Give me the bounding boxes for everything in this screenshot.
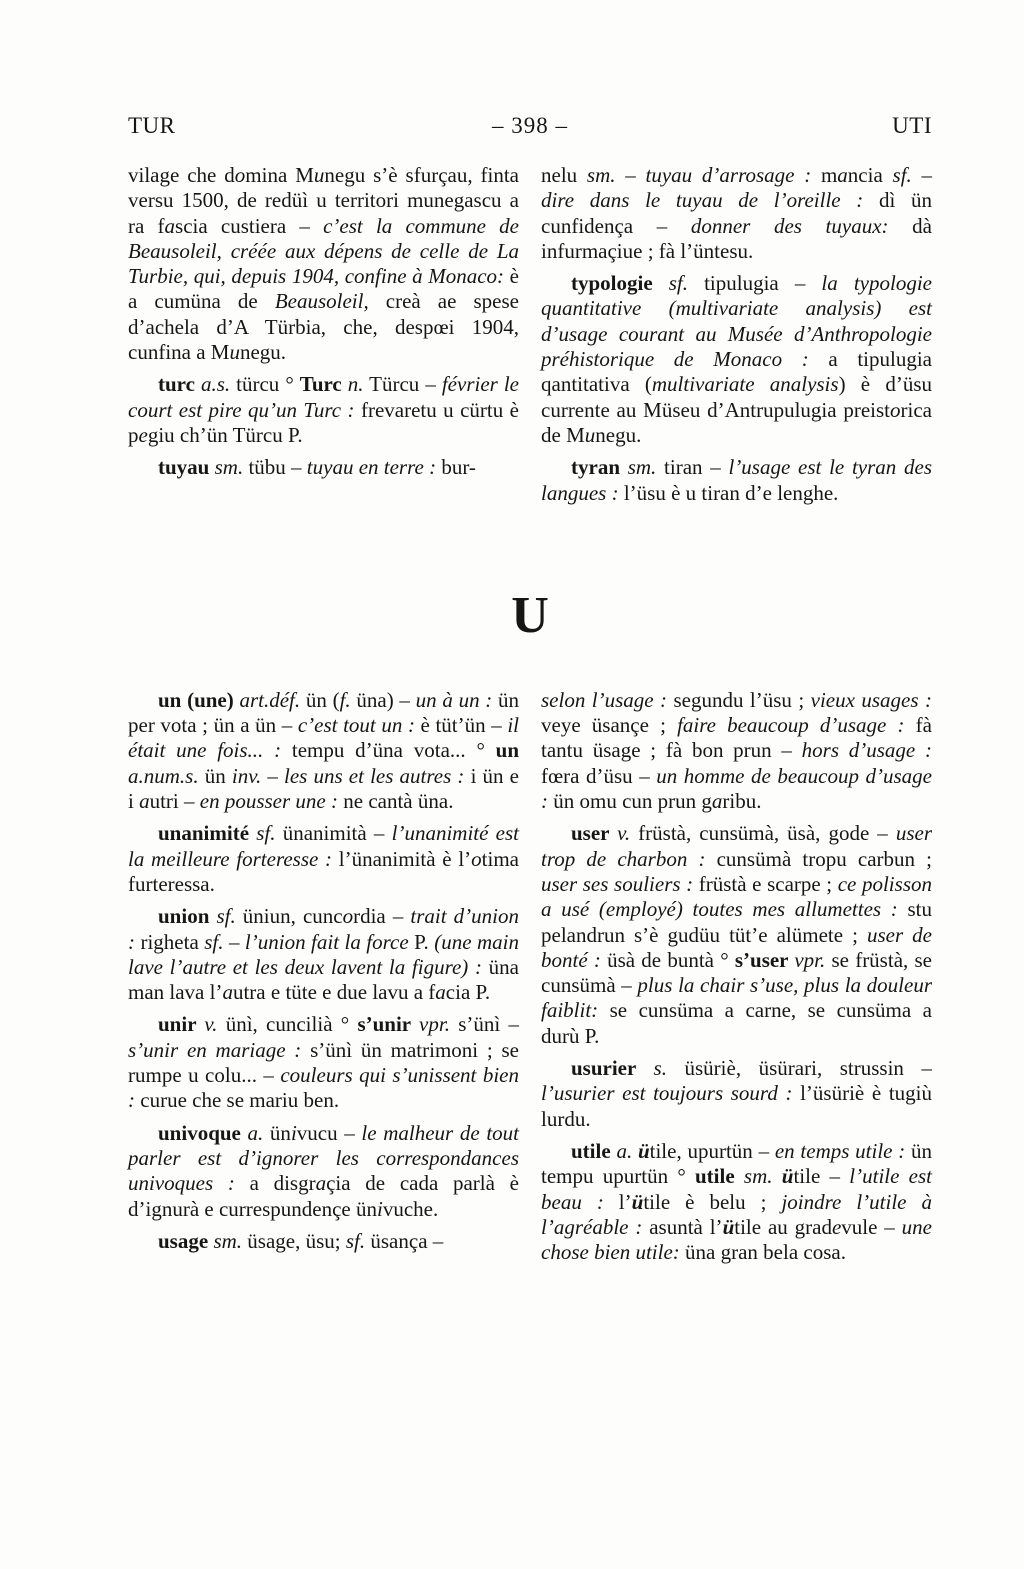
- bottom-columns: [128, 688, 932, 1266]
- text-segment: trait d’union :: [128, 904, 520, 954]
- text-segment: user ses souliers :: [541, 871, 694, 896]
- text-segment: a.num.s.: [128, 763, 199, 788]
- text-segment: c’est la commune de Beausoleil, créée aux dépens de celle de La Turbie, qui, depuis 1904, confine à Monaco:: [128, 213, 519, 289]
- text-segment: stu pelandrun s’è gudüu tüt’e alümete ;: [541, 897, 932, 947]
- text-segment: asuntà l’: [642, 1214, 723, 1239]
- dictionary-entry: [128, 455, 519, 480]
- text-segment: sm.: [213, 1228, 243, 1253]
- text-segment: rdia –: [353, 904, 411, 929]
- text-segment: tübu –: [243, 455, 307, 480]
- text-segment: user trop de charbon :: [541, 821, 932, 871]
- text-segment: tyran: [571, 455, 628, 480]
- text-segment: l’üsu è u tiran d’e lenghe.: [618, 480, 839, 505]
- text-segment: a disgr: [234, 1171, 316, 1196]
- text-segment: typologie: [571, 271, 669, 296]
- dictionary-entry: [541, 163, 932, 264]
- text-segment: sm.: [627, 455, 657, 480]
- text-segment: früstà, cunsümà, üsà, gode –: [630, 821, 896, 846]
- text-segment: l’usurier est toujours sourd :: [541, 1081, 793, 1106]
- bottom-left-column: [128, 688, 519, 1266]
- text-segment: a.: [616, 1138, 633, 1163]
- dictionary-entry: [541, 1056, 932, 1132]
- text-segment: se früstà, se cunsümà –: [541, 947, 932, 998]
- text-segment: o: [342, 904, 354, 929]
- text-segment: dì ün cunfidença –: [541, 188, 932, 238]
- dictionary-entry: [541, 1139, 932, 1265]
- top-right-column: [541, 163, 932, 506]
- text-segment: P.: [408, 929, 435, 954]
- text-segment: une chose bien utile:: [541, 1214, 932, 1265]
- text-segment: tipulugia –: [688, 271, 822, 296]
- text-segment: usage: [158, 1228, 214, 1253]
- text-segment: un (une): [158, 687, 240, 712]
- text-segment: l’: [603, 1189, 632, 1214]
- text-segment: a: [837, 163, 848, 187]
- text-segment: sm.: [214, 455, 244, 480]
- text-segment: la typologie quantitative (multivariate analysis) est d’usage courant au Musée d’Anthropologie préhistorique de Monaco :: [541, 271, 932, 372]
- bottom-right-column: [541, 688, 932, 1266]
- text-segment: ü: [722, 1214, 735, 1239]
- text-segment: l’utile est beau :: [541, 1164, 933, 1214]
- text-segment: l’usage est le tyran des langues :: [541, 455, 933, 505]
- text-segment: Türcu –: [363, 372, 442, 397]
- text-segment: turc: [158, 372, 201, 397]
- text-segment: a: [164, 213, 176, 238]
- text-segment: sf.: [668, 271, 689, 296]
- text-segment: mina M: [245, 163, 314, 187]
- text-segment: sm.: [743, 1164, 773, 1189]
- dictionary-entry: [128, 1229, 519, 1254]
- text-segment: –: [911, 163, 933, 187]
- text-segment: üna) –: [350, 687, 416, 712]
- text-segment: s.: [653, 1056, 667, 1081]
- text-segment: tima furteressa.: [128, 846, 519, 896]
- text-segment: ün per vota ; ün a ün –: [128, 687, 520, 738]
- dictionary-entry: [128, 904, 519, 1005]
- text-segment: dà infurmaçiue ; fà l’üntesu.: [541, 213, 932, 263]
- text-segment: üsà de buntà °: [600, 947, 735, 972]
- text-segment: sf.: [345, 1228, 366, 1253]
- text-segment: frevaretu u cürtu è p: [128, 397, 519, 447]
- text-segment: utra e tüte e due lavu a f: [232, 980, 436, 1005]
- text-segment: righeta: [135, 929, 205, 954]
- text-segment: çia de cada parlà è d’ignurà e currespundençe ün: [128, 1171, 519, 1221]
- text-segment: ü: [781, 1164, 794, 1189]
- text-segment: user: [571, 821, 618, 846]
- text-segment: multivariate analysis: [651, 372, 839, 397]
- text-segment: è tüt’ün –: [414, 713, 508, 738]
- text-segment: ce polisson a usé (employé) toutes mes allumettes :: [541, 871, 932, 922]
- text-segment: m: [811, 163, 838, 187]
- text-segment: Beausoleil,: [274, 289, 369, 314]
- text-segment: univoque: [158, 1120, 248, 1145]
- text-segment: joindre l’utile à l’agréable :: [541, 1189, 932, 1239]
- text-segment: il était une fois... :: [128, 713, 519, 763]
- text-segment: segundu l’üsu ;: [667, 687, 811, 712]
- text-segment: a: [711, 789, 723, 814]
- text-segment: ü: [637, 1138, 650, 1163]
- text-segment: curue che se mariu ben.: [135, 1088, 340, 1113]
- text-segment: negu.: [239, 340, 287, 365]
- text-segment: scia custiera –: [175, 213, 324, 238]
- text-segment: ün: [263, 1120, 291, 1145]
- text-segment: cia P.: [445, 980, 491, 1005]
- text-segment: a.: [247, 1120, 264, 1145]
- text-segment: nelu: [541, 163, 587, 187]
- text-segment: couleurs qui s’unissent bien :: [128, 1063, 519, 1113]
- text-segment: o: [890, 397, 901, 422]
- text-segment: en pousser une :: [199, 789, 338, 814]
- text-segment: [773, 1164, 782, 1188]
- text-segment: –: [615, 163, 646, 187]
- text-segment: tile è belu ;: [643, 1189, 782, 1214]
- text-segment: veye üsançe ;: [541, 713, 678, 738]
- text-segment: s’user: [734, 947, 795, 972]
- dictionary-entry: [128, 821, 519, 897]
- text-segment: früstà e scarpe ;: [693, 871, 838, 896]
- text-segment: a: [139, 789, 150, 814]
- text-segment: v.: [617, 821, 631, 846]
- text-segment: cunsümà tropu carbun ;: [705, 846, 932, 871]
- text-segment: utile: [571, 1138, 617, 1163]
- text-segment: v.: [204, 1012, 218, 1037]
- text-segment: sf.: [892, 163, 912, 187]
- text-segment: sm.: [586, 163, 616, 187]
- text-segment: n.: [347, 372, 364, 397]
- text-segment: février le court est pire qu’un Turc :: [128, 372, 519, 422]
- text-segment: u: [584, 422, 596, 447]
- text-segment: a: [435, 980, 446, 1005]
- text-segment: un à un :: [415, 687, 493, 712]
- text-segment: inv.: [231, 763, 262, 788]
- text-segment: o: [234, 163, 246, 187]
- text-segment: un homme de beaucoup d’usage :: [541, 763, 932, 814]
- text-segment: tempu d’üna vota... °: [281, 738, 496, 763]
- text-segment: selon l’usage :: [541, 687, 668, 712]
- text-segment: usurier: [571, 1056, 654, 1081]
- text-segment: üna gran bela cosa.: [679, 1240, 846, 1265]
- text-segment: üna man lava l’: [128, 954, 519, 1005]
- text-segment: ün tempu upurtün °: [541, 1138, 933, 1189]
- text-segment: donner des tuyaux:: [690, 213, 889, 238]
- text-segment: i ün e i: [128, 763, 519, 814]
- text-segment: hors d’usage :: [801, 738, 932, 763]
- text-segment: ü: [631, 1189, 644, 1214]
- text-segment: a: [315, 1171, 327, 1196]
- text-segment: ün: [198, 763, 232, 788]
- text-segment: negu s’è sfurçau, finta versu 1500, de redüì u territori munegascu a ra f: [128, 163, 519, 238]
- text-segment: vpr.: [794, 947, 826, 972]
- text-segment: se cunsüma a carne, se cunsüma a durù P.: [541, 998, 932, 1048]
- dictionary-entry: [541, 455, 932, 506]
- text-segment: üsüriè, üsürari, strussin –: [666, 1056, 932, 1081]
- text-segment: e: [138, 422, 148, 447]
- text-segment: üsage, üsu;: [242, 1228, 346, 1253]
- text-segment: l’üsüriè è tugiù lurdu.: [541, 1081, 932, 1131]
- text-segment: faire beaucoup d’usage :: [677, 713, 905, 738]
- text-segment: user de bonté :: [541, 922, 932, 972]
- text-segment: a: [222, 980, 233, 1005]
- text-segment: vule –: [841, 1214, 902, 1239]
- text-segment: dire dans le tuyau de l’oreille :: [541, 188, 864, 213]
- dictionary-entry: [541, 688, 932, 814]
- text-segment: i: [290, 1120, 297, 1145]
- text-segment: sf.: [216, 904, 236, 929]
- text-segment: le malheur de tout parler est d’ignorer les correspondances univoques :: [128, 1120, 519, 1196]
- text-segment: art.déf.: [239, 687, 301, 712]
- top-left-column: [128, 163, 519, 506]
- text-segment: l’unanimité est la meilleure forteresse :: [128, 821, 520, 871]
- header-left-guideword: TUR: [128, 113, 176, 138]
- text-segment: ünì, cuncilià °: [217, 1012, 358, 1037]
- header-right-guideword: UTI: [892, 113, 932, 138]
- text-segment: tile –: [793, 1164, 850, 1189]
- text-segment: ün (: [300, 687, 340, 712]
- text-segment: s’ünì ün matrimoni ; se rumpe u colu... –: [128, 1037, 519, 1088]
- text-segment: s’ünì –: [449, 1012, 519, 1037]
- text-segment: l’union fait la force: [244, 929, 409, 954]
- text-segment: tiran –: [656, 455, 729, 480]
- text-segment: c’est tout un :: [297, 713, 415, 738]
- text-segment: fà tantu üsage ; fà bon prun –: [541, 713, 932, 763]
- text-segment: utile: [694, 1164, 744, 1189]
- text-segment: u: [229, 340, 240, 365]
- text-segment: è a cumüna de: [128, 264, 519, 314]
- text-segment: tile, upurtün –: [649, 1138, 775, 1163]
- dictionary-entry: [128, 1121, 519, 1222]
- text-segment: a.s.: [200, 372, 231, 397]
- text-segment: plus la chair s’use, plus la douleur faiblit:: [541, 973, 932, 1023]
- text-segment: vpr.: [419, 1012, 450, 1037]
- text-segment: giu ch’ün Türcu P.: [147, 422, 303, 447]
- text-segment: fœra d’üsu –: [541, 763, 657, 788]
- text-segment: ünanimità –: [275, 821, 392, 846]
- text-segment: f.: [339, 687, 351, 712]
- text-segment: –: [223, 929, 245, 954]
- text-segment: un: [495, 738, 519, 763]
- text-segment: tile au grad: [734, 1214, 832, 1239]
- dictionary-entry: [128, 163, 519, 365]
- text-segment: sf.: [204, 929, 224, 954]
- text-segment: üsança –: [365, 1228, 444, 1253]
- text-segment: o: [471, 846, 482, 871]
- text-segment: Turc: [299, 372, 348, 397]
- dictionary-entry: [128, 372, 519, 448]
- text-segment: vucu –: [296, 1120, 362, 1145]
- text-segment: (une main lave l’autre et les deux lavent la figure) :: [128, 929, 519, 979]
- page-header: [128, 112, 932, 140]
- text-segment: –: [261, 763, 285, 788]
- dictionary-entry: [128, 1012, 519, 1113]
- text-segment: s’unir en mariage :: [128, 1037, 302, 1062]
- text-segment: utri –: [149, 789, 200, 814]
- text-segment: unanimité: [158, 821, 257, 846]
- top-columns: [128, 163, 932, 506]
- text-segment: creà ae spese d’achela d’A Türbia, che, despœi 1904, cunfina a M: [128, 289, 519, 365]
- text-segment: tuyau: [158, 455, 215, 480]
- text-segment: negu.: [595, 422, 642, 447]
- text-segment: ncia: [847, 163, 893, 187]
- text-segment: e: [831, 1214, 842, 1239]
- text-segment: türcu °: [230, 372, 300, 397]
- dictionary-entry: [541, 821, 932, 1049]
- text-segment: vilage che d: [128, 163, 235, 187]
- text-segment: en temps utile :: [774, 1138, 906, 1163]
- text-segment: unir: [158, 1012, 205, 1037]
- text-segment: tuyau en terre :: [306, 455, 437, 480]
- text-segment: a tipulugia qantitativa (: [541, 347, 933, 397]
- text-segment: tuyau d’arrosage :: [645, 163, 812, 187]
- text-segment: vuche.: [382, 1196, 439, 1221]
- text-segment: union: [158, 904, 217, 929]
- text-segment: vieux usages :: [810, 687, 932, 712]
- text-segment: les uns et les autres :: [284, 763, 465, 788]
- section-letter-U: U: [511, 586, 549, 644]
- dictionary-entry: [128, 688, 519, 814]
- page-number: – 398 –: [492, 113, 568, 138]
- text-segment: ne cantà üna.: [338, 789, 454, 814]
- text-segment: rica de M: [541, 397, 932, 447]
- text-segment: ) è d’üsu currente au Müseu d’Antrupulugia preist: [541, 372, 932, 422]
- text-segment: bur-: [436, 455, 476, 480]
- text-segment: u: [313, 163, 325, 187]
- text-segment: ün omu cun prun g: [548, 789, 712, 814]
- text-segment: üniun, cunc: [235, 904, 343, 929]
- text-segment: i: [376, 1196, 383, 1221]
- text-segment: ribu.: [722, 789, 762, 814]
- text-segment: l’ünanimità è l’: [332, 846, 472, 871]
- dictionary-entry: [541, 271, 932, 448]
- text-segment: sf.: [256, 821, 276, 846]
- text-segment: s’unir: [357, 1012, 420, 1037]
